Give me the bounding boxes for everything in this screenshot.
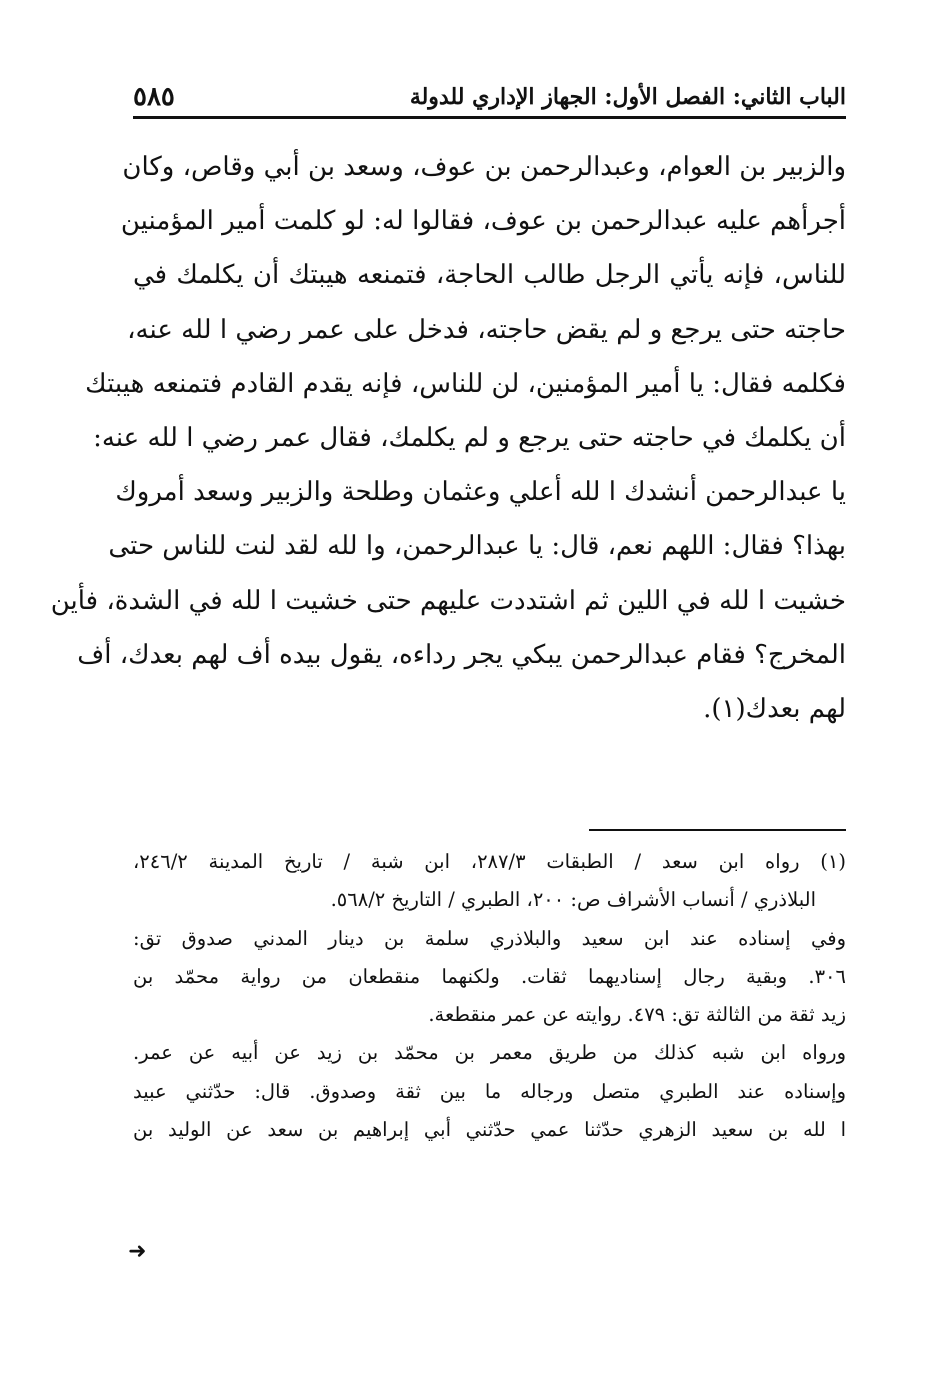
body-line: يا عبدالرحمن أنشدك ا لله أعلي وعثمان وطلحة والزبير وسعد أمروك: [115, 477, 846, 508]
footnote-separator: [589, 829, 846, 831]
footnote-line: ورواه ابن شبه كذلك من طريق معمر بن محمّد بن زيد عن أبيه عن عمر.: [133, 1041, 846, 1065]
body-line: لهم بعدك(١).: [703, 693, 846, 724]
body-line: خشيت ا لله في اللين ثم اشتددت عليهم حتى خشيت ا لله في الشدة، فأين: [50, 585, 846, 616]
footnote-line: زيد ثقة من الثالثة تق: ٤٧٩. روايته عن عمر منقطعة.: [428, 1003, 846, 1027]
continue-arrow-icon: ➜: [128, 1239, 147, 1264]
page-number: ٥٨٥: [133, 82, 175, 112]
footnote-line: ا لله بن سعيد الزهري حدّثنا عمي حدّثني أبي إبراهيم بن سعد عن الوليد بن: [133, 1118, 846, 1142]
page-header: [133, 78, 846, 112]
body-line: أن يكلمك في حاجته حتى يرجع و لم يكلمك، فقال عمر رضي ا لله عنه:: [93, 422, 846, 453]
main-text: [50, 140, 846, 736]
footnote-line: ٣٠٦. وبقية رجال إسناديهما ثقات. ولكنهما منقطعان من رواية محمّد بن: [133, 964, 846, 988]
body-line: حاجته حتى يرجع و لم يقض حاجته، فدخل على عمر رضي ا لله عنه،: [127, 314, 846, 345]
body-line: للناس، فإنه يأتي الرجل طالب الحاجة، فتمنعه هيبتك أن يكلمك في: [133, 260, 846, 291]
running-title: الباب الثاني: الفصل الأول: الجهاز الإداري للدولة: [409, 84, 846, 110]
footnote-line: (١) رواه ابن سعد / الطبقات ٢٨٧/٣، ابن شبة / تاريخ المدينة ٢٤٦/٢،: [133, 850, 846, 873]
footnote-line: وفي إسناده عند ابن سعيد والبلاذري سلمة بن دينار المدني صدوق تق:: [133, 926, 846, 950]
footnote-line: البلاذري / أنساب الأشراف ص: ٢٠٠، الطبري / التاريخ ٥٦٨/٢.: [330, 888, 816, 912]
header-rule: [133, 116, 846, 119]
body-line: فكلمه فقال: يا أمير المؤمنين، لن للناس، فإنه يقدم القادم فتمنعه هيبتك: [85, 368, 846, 399]
body-line: والزبير بن العوام، وعبدالرحمن بن عوف، وسعد بن أبي وقاص، وكان: [122, 152, 846, 182]
footnotes: [133, 843, 846, 1149]
body-line: المخرج؟ فقام عبدالرحمن يبكي يجر رداءه، يقول بيده أف لهم بعدك، أف: [77, 639, 846, 670]
body-line: أجرأهم عليه عبدالرحمن بن عوف، فقالوا له: لو كلمت أمير المؤمنين: [120, 206, 846, 237]
footnote-line: وإسناده عند الطبري متصل ورجاله ما بين ثقة وصدوق. قال: حدّثني عبيد: [133, 1079, 846, 1103]
body-line: بهذا؟ فقال: اللهم نعم، قال: يا عبدالرحمن، وا لله لقد لنت للناس حتى: [108, 531, 846, 562]
